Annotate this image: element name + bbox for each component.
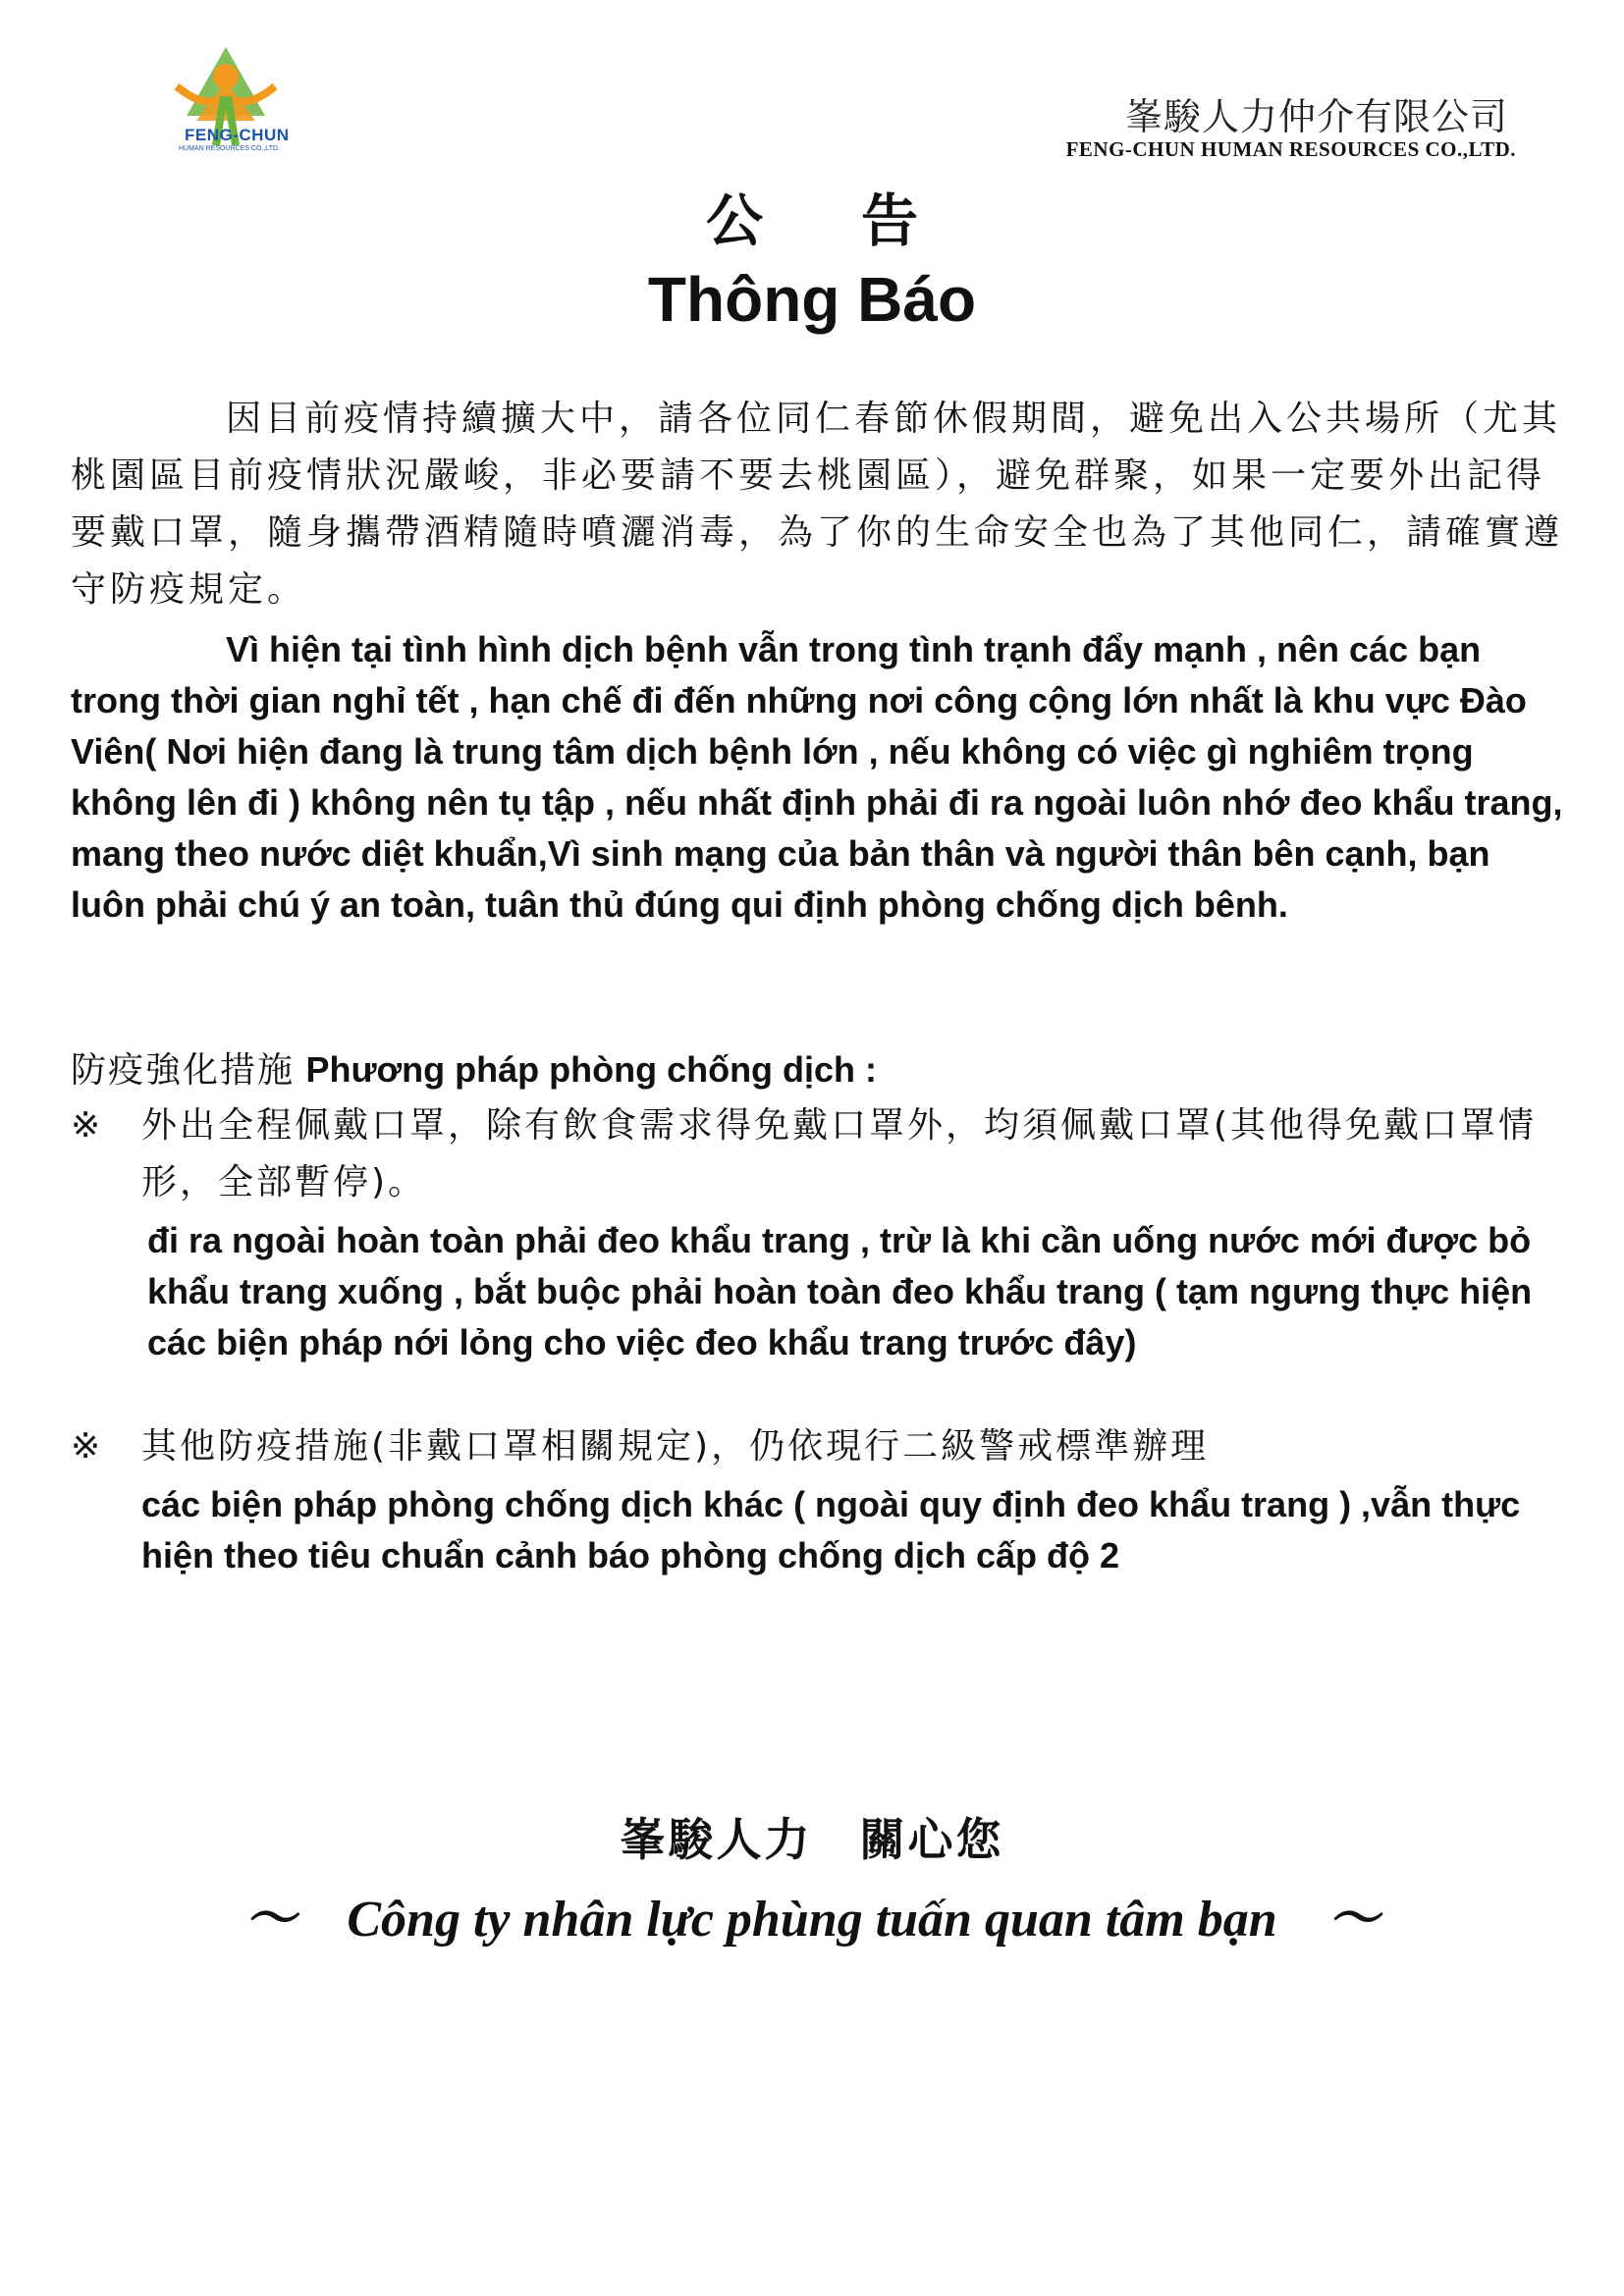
- page-title-vi: Thông Báo: [647, 264, 977, 335]
- list-item: [71, 1097, 1563, 1368]
- closing-vi: ～ Công ty nhân lực phùng tuấn quan tâm bạn ～: [244, 1892, 1380, 1948]
- reference-mark-icon: ※: [71, 1426, 101, 1467]
- measures-title-vi: Phương pháp phòng chống dịch :: [305, 1049, 878, 1090]
- closing-zh-company: 峯駿人力: [620, 1813, 813, 1866]
- closing-zh: [0, 1804, 1624, 1869]
- measure-item-zh: 外出全程佩戴口罩，除有飲食需求得免戴口罩外，均須佩戴口罩(其他得免戴口罩情形，全部暫停)。: [141, 1105, 1538, 1202]
- title-zh-second: 告: [861, 187, 919, 254]
- measure-item-vi: đi ra ngoài hoàn toàn phải đeo khẩu trang , trừ là khi cần uống nước mới được bỏ khẩu trang xuống , bắt buộc phải hoàn toàn đeo khẩu trang ( tạm ngưng thực hiện các biện pháp nới lỏng cho việc đeo khẩu trang trước đây): [147, 1220, 1533, 1362]
- paragraph-zh: 因目前疫情持續擴大中，請各位同仁春節休假期間，避免出入公共場所（尤其桃園區目前疫情狀況嚴峻，非必要請不要去桃園區），避免群聚，如果一定要外出記得要戴口罩，隨身攜帶酒精隨時噴灑消毒，為了你的生命安全也為了其他同仁，請確實遵守防疫規定。: [71, 399, 1564, 610]
- measures-title-zh: 防疫強化措施: [71, 1050, 296, 1091]
- reference-mark-icon: ※: [71, 1105, 101, 1146]
- paragraph-vi: Vì hiện tại tình hình dịch bệnh vẫn trong tình trạnh đẩy mạnh , nên các bạn trong thời gian nghỉ tết , hạn chế đi đến những nơi công cộng lớn nhất là khu vực Đào Viên( Nơi hiện đang là trung tâm dịch bệnh lớn , nếu không có việc gì nghiêm trọng không lên đi ) không nên tụ tập , nếu nhất định phải đi ra ngoài luôn nhớ đeo khẩu trang, mang theo nước diệt khuẩn,Vì sinh mạng của bản thân và người thân bên cạnh, bạn luôn phải chú ý an toàn, tuân thủ đúng qui định phòng chống dịch bênh.: [71, 629, 1563, 925]
- measure-item-zh: 其他防疫措施(非戴口罩相關規定)，仍依現行二級警戒標準辦理: [141, 1426, 1210, 1467]
- logo-subtext: HUMAN RESOURCES CO.,LTD.: [179, 145, 280, 152]
- company-name-zh: 峯駿人力仲介有限公司: [1124, 95, 1508, 138]
- page-title-zh: [0, 175, 1624, 257]
- closing-zh-care: 關心您: [859, 1813, 1004, 1866]
- title-zh-first: 公: [705, 187, 763, 254]
- list-item: [71, 1418, 1563, 1581]
- logo-text: FENG-CHUN: [185, 126, 290, 144]
- measures-title: [71, 1042, 877, 1093]
- measure-item-vi: các biện pháp phòng chống dịch khác ( ngoài quy định đeo khẩu trang ) ,vẫn thực hiện theo tiêu chuẩn cảnh báo phòng chống dịch cấp độ 2: [141, 1484, 1521, 1575]
- company-name-en: FENG-CHUN HUMAN RESOURCES CO.,LTD.: [1065, 137, 1516, 161]
